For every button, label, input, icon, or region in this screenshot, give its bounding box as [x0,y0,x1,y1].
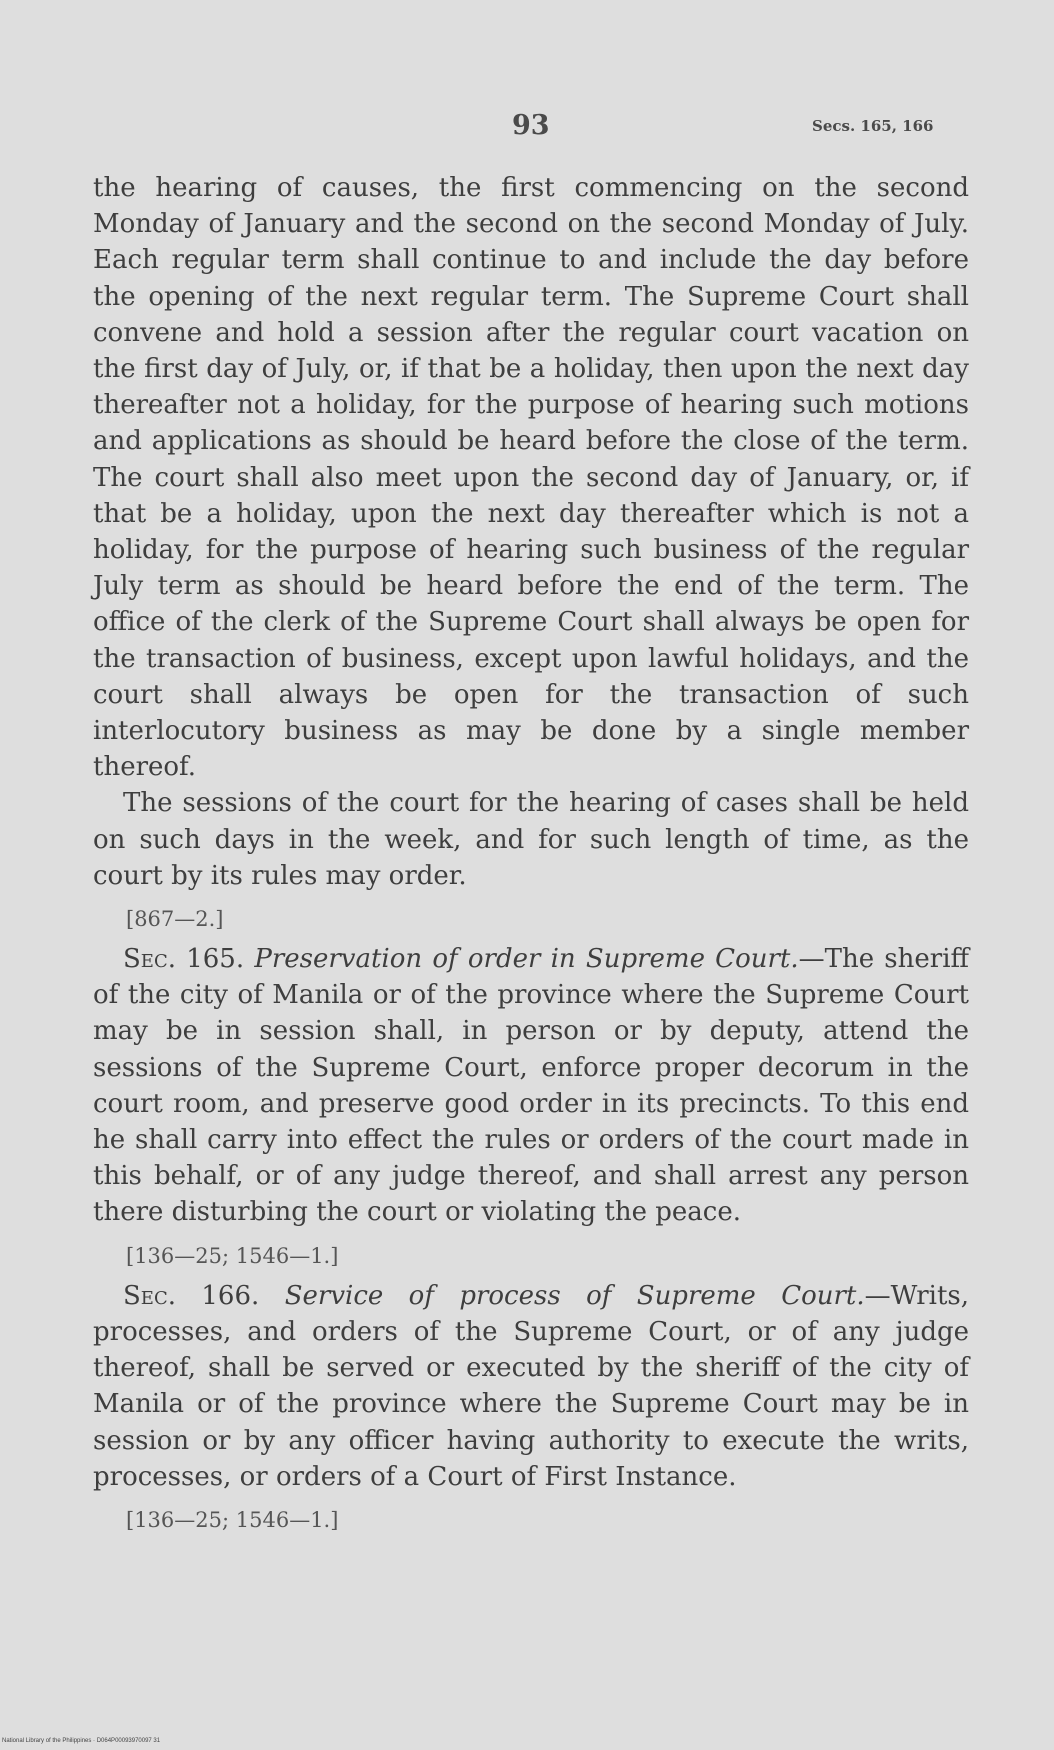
citation: [136—25; 1546—1.] [126,1507,339,1532]
section-166 [93,1278,969,1495]
section-title: Service of process of Supreme Court. [284,1280,865,1311]
paragraph-term-schedule: the hearing of causes, the first commencing on the second Monday of January and the second on the second Monday of July. Each regular term shall continue to and include the day before the opening of the next regular term. The Supreme Court shall convene and hold a session after the regular court vacation on the first day of July, or, if that be a holiday, then upon the next day thereafter not a holiday, for the purpose of hearing such motions and applications as should be heard before the close of the term. The court shall also meet upon the second day of January, or, if that be a holiday, upon the next day thereafter which is not a holiday, for the purpose of hearing such business of the regular July term as should be heard before the end of the term. The office of the clerk of the Supreme Court shall always be open for the transaction of business, except upon lawful holidays, and the court shall always be open for the transaction of such interlocutory business as may be done by a single member thereof. [93,173,969,783]
section-text: —The sheriff of the city of Manila or of the province where the Supreme Court may be in session shall, in person or by deputy, attend the sessions of the Supreme Court, enforce proper decorum in the court room, and preserve good order in its precincts. To this end he shall carry into effect the rules or orders of the court made in this behalf, or of any judge thereof, and shall arrest any person there disturbing the court or violating the peace. [93,944,969,1228]
page-number: 93 [512,110,550,141]
section-reference: Secs. 165, 166 [812,117,934,135]
footer-note: National Library of the Philippines · D064P00093970097 31 [2,1738,161,1744]
section-title: Preservation of order in Supreme Court. [254,944,799,975]
section-label: Sec. 165. [123,944,245,975]
section-label: Sec. 166. [123,1280,260,1311]
citation: [867—2.] [126,907,224,932]
citation: [136—25; 1546—1.] [126,1243,339,1268]
section-text: —Writs, processes, and orders of the Supreme Court, or of any judge thereof, shall be served or executed by the sheriff of the city of Manila or of the province where the Supreme Court may be in session or by any officer having authority to execute the writs, processes, or orders of a Court of First Instance. [93,1280,969,1492]
document-body [93,170,969,1542]
paragraph-sessions: The sessions of the court for the hearing of cases shall be held on such days in the week, and for such length of time, as the court by its rules may order. [93,788,969,891]
section-165 [93,941,969,1231]
